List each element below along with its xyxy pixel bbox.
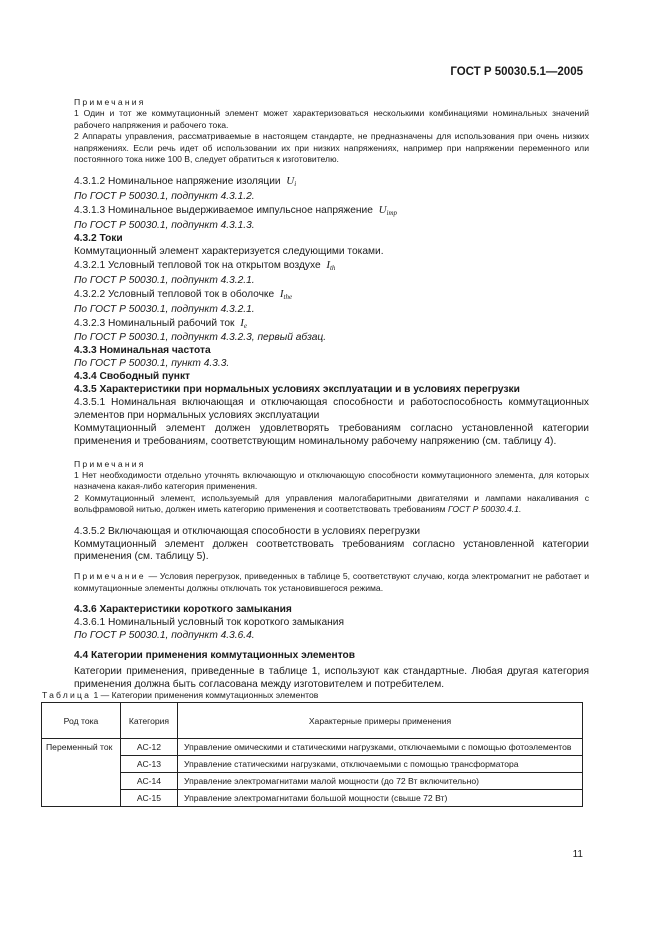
description-cell: Управление омическими и статическими нагрузками, отключаемыми с помощью фотоэлементов bbox=[178, 739, 583, 756]
section-4-3-2-3: 4.3.2.3 Номинальный рабочий ток $I_e$ bbox=[74, 316, 247, 330]
notes-title: Примечания bbox=[74, 97, 146, 107]
col-header-current-type: Род тока bbox=[42, 703, 121, 739]
section-body-3 bbox=[74, 604, 589, 691]
reference: По ГОСТ Р 50030.1, подпункт 4.3.2.1. bbox=[74, 274, 255, 286]
note-item: 1 Нет необходимости отдельно уточнять включающую и отключающую способности коммутационного элемента, для которых назначена какая-либо категория применения. bbox=[74, 469, 589, 492]
col-header-category: Категория bbox=[121, 703, 178, 739]
note-item: 2 Коммутационный элемент, используемый для управления малогабаритными двигателями и лампами накаливания с вольфрамовой нитью, должен иметь категорию применения и соответствовать требованиям ГОСТ Р 50030.4.1. bbox=[74, 492, 589, 515]
note-single: Примечание — Условия перегрузок, приведенных в таблице 5, соответствуют случаю, когда электромагнит не работает и коммутационные элементы должны отключать ток установившегося режима. bbox=[74, 571, 590, 593]
table-row bbox=[42, 739, 583, 756]
section-4-4-text: Категории применения, приведенные в таблице 1, используют как стандартные. Любая другая категория применения должна быть согласована между изготовителем и потребителем. bbox=[74, 665, 589, 690]
section-body bbox=[74, 175, 589, 448]
page-number: 11 bbox=[572, 849, 583, 860]
table-row bbox=[42, 756, 583, 773]
table-caption: Таблица 1 — Категории применения коммутационных элементов bbox=[42, 690, 319, 700]
section-4-3-5-2-text: Коммутационный элемент должен соответствовать требованиям согласно установленной категории применения (см. таблицу 5). bbox=[74, 538, 589, 563]
section-4-3-2-2: 4.3.2.2 Условный тепловой ток в оболочке $I_{the}$ bbox=[74, 287, 293, 301]
notes-block-1 bbox=[74, 97, 589, 165]
description-cell: Управление электромагнитами малой мощности (до 72 Вт включительно) bbox=[178, 773, 583, 790]
current-type-cell: Переменный ток bbox=[42, 739, 121, 807]
page-content bbox=[74, 97, 589, 692]
table-header-row bbox=[42, 703, 583, 739]
table-row bbox=[42, 790, 583, 807]
section-4-3-3-heading: 4.3.3 Номинальная частота bbox=[74, 345, 211, 357]
categories-table bbox=[41, 702, 583, 807]
reference: По ГОСТ Р 50030.1, подпункт 4.3.2.1. bbox=[74, 303, 255, 315]
section-4-3-6-1: 4.3.6.1 Номинальный условный ток короткого замыкания bbox=[74, 617, 344, 629]
notes-title: Примечания bbox=[74, 458, 146, 469]
reference: По ГОСТ Р 50030.1, подпункт 4.3.6.4. bbox=[74, 629, 255, 641]
note-item: 2 Аппараты управления, рассматриваемые в настоящем стандарте, не предназначены для использования при очень низких напряжениях. Если речь идет об использовании их при низких напряжениях, например при напряжении переменного или постоянного тока ниже 100 В, следует обратиться к изготовителю. bbox=[74, 131, 589, 165]
section-4-3-6-heading: 4.3.6 Характеристики короткого замыкания bbox=[74, 604, 292, 616]
reference: По ГОСТ Р 50030.1, пункт 4.3.3. bbox=[74, 358, 230, 370]
section-body-2 bbox=[74, 526, 589, 565]
section-4-3-5-heading: 4.3.5 Характеристики при нормальных условиях эксплуатации и в условиях перегрузки bbox=[74, 384, 520, 396]
category-cell: АС-15 bbox=[121, 790, 178, 807]
section-4-3-1-3: 4.3.1.3 Номинальное выдерживаемое импульсное напряжение $U_{imp}$ bbox=[74, 204, 398, 218]
col-header-examples: Характерные примеры применения bbox=[178, 703, 583, 739]
note-item: 1 Один и тот же коммутационный элемент может характеризоваться несколькими комбинациями номинальных значений рабочего напряжения и рабочего тока. bbox=[74, 108, 589, 130]
reference: По ГОСТ Р 50030.1, подпункт 4.3.1.2. bbox=[74, 191, 255, 203]
note-block-3 bbox=[74, 571, 589, 594]
section-4-4-heading: 4.4 Категории применения коммутационных элементов bbox=[74, 649, 356, 661]
section-4-3-2-heading: 4.3.2 Токи bbox=[74, 233, 123, 245]
reference: По ГОСТ Р 50030.1, подпункт 4.3.2.3, первый абзац. bbox=[74, 332, 327, 344]
category-cell: АС-13 bbox=[121, 756, 178, 773]
section-4-3-2-text: Коммутационный элемент характеризуется следующими токами. bbox=[74, 245, 384, 257]
document-code: ГОСТ Р 50030.5.1—2005 bbox=[450, 66, 583, 78]
category-cell: АС-12 bbox=[121, 739, 178, 756]
notes-block-2 bbox=[74, 459, 589, 516]
section-4-3-4-heading: 4.3.4 Свободный пункт bbox=[74, 371, 191, 383]
section-4-3-5-2: 4.3.5.2 Включающая и отключающая способности в условиях перегрузки bbox=[74, 525, 421, 537]
section-4-3-5-1: 4.3.5.1 Номинальная включающая и отключающая способности и работоспособность коммутационных элементов при нормальных условиях эксплуатации bbox=[74, 396, 589, 421]
description-cell: Управление статическими нагрузками, отключаемыми с помощью трансформатора bbox=[178, 756, 583, 773]
section-4-3-5-1-text: Коммутационный элемент должен удовлетворять требованиям согласно установленной категории применения и требованиям, соответствующим номинальному рабочему напряжению (см. таблицу 4). bbox=[74, 422, 589, 447]
table-row bbox=[42, 773, 583, 790]
section-4-3-1-2: 4.3.1.2 Номинальное напряжение изоляции $U_i$ bbox=[74, 175, 297, 189]
description-cell: Управление электромагнитами большой мощности (свыше 72 Вт) bbox=[178, 790, 583, 807]
category-cell: АС-14 bbox=[121, 773, 178, 790]
reference: По ГОСТ Р 50030.1, подпункт 4.3.1.3. bbox=[74, 220, 255, 232]
section-4-3-2-1: 4.3.2.1 Условный тепловой ток на открытом воздухе $I_{th}$ bbox=[74, 258, 336, 272]
